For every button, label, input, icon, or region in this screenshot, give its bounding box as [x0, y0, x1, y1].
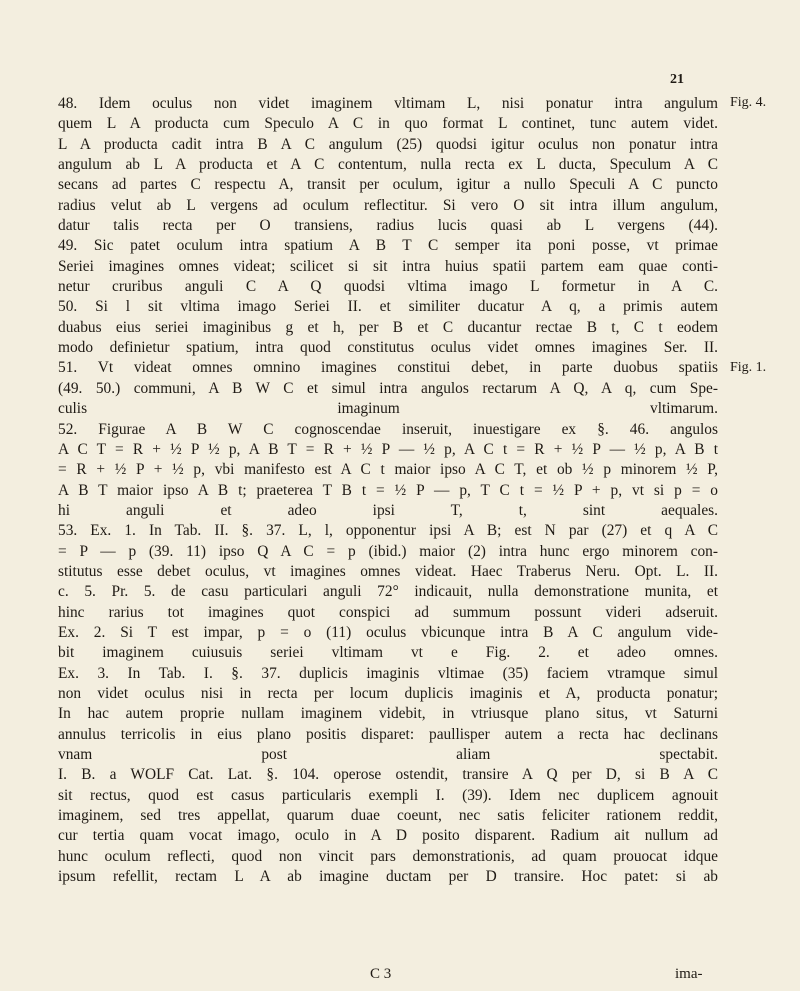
text-line: datur talis recta per O transiens, radius lucis quasi ab L vergens (44).	[58, 217, 718, 235]
text-line: 49. Sic patet oculum intra spatium A B T C semper ita poni posse, vt primae	[58, 237, 718, 255]
body-text	[58, 94, 718, 887]
text-line: hunc oculum reflecti, quod non vincit pars demonstrationis, ad quam prouocat idque	[58, 847, 718, 865]
text-line: secans ad partes C respectu A, transit per oculum, igitur a nullo Speculi A C puncto	[58, 176, 718, 194]
text-line: imaginem, sed tres appellat, quarum duae coeunt, nec satis feliciter rationem reddit,	[58, 807, 718, 825]
text-line: bit imaginem cuiusuis seriei vltimam vt e Fig. 2. et adeo omnes.	[58, 644, 718, 662]
text-line: 52. Figurae A B W C cognoscendae inseruit, inuestigare ex §. 46. angulos	[58, 420, 718, 438]
text-line: radius velut ab L vergens ad oculum reflectitur. Si vero O sit intra illum angulum,	[58, 196, 718, 214]
text-line: A C T = R + ½ P ½ p, A B T = R + ½ P — ½ p, A C t = R + ½ P — ½ p, A B t	[58, 440, 718, 458]
text-line: = P — p (39. 11) ipso Q A C = p (ibid.) maior (2) intra hunc ergo minorem con-	[58, 542, 718, 560]
text-line: L A producta cadit intra B A C angulum (25) quodsi igitur oculus non ponatur intra	[58, 135, 718, 153]
text-line: annulus terricolis in eius plano positis disparet: paullisper autem a recta hac declinans	[58, 725, 718, 743]
margin-note-fig4: Fig. 4.	[730, 95, 767, 110]
text-line: hi anguli et adeo ipsi T, t, sint aequales.	[58, 501, 718, 519]
text-line: quem L A producta cum Speculo A C in quo format L continet, tunc autem videt.	[58, 115, 718, 133]
text-line: sit rectus, quod est casus particularis exempli I. (39). Idem nec duplicem agnouit	[58, 786, 718, 804]
text-line: Seriei imagines omnes videat; scilicet si sit intra huius spatii partem eam quae conti-	[58, 257, 718, 275]
text-line: ipsum refellit, rectam L A ab imagine ductam per D transire. Hoc patet: si ab	[58, 868, 718, 886]
text-line: netur cruribus anguli C A Q quodsi vltima imago L formetur in A C.	[58, 278, 718, 296]
text-line: I. B. a WOLF Cat. Lat. §. 104. operose ostendit, transire A Q per D, si B A C	[58, 766, 718, 784]
text-line: angulum ab L A producta et A C contentum, nulla recta ex L ducta, Speculum A C	[58, 156, 718, 174]
signature-mark: C 3	[370, 966, 392, 982]
text-line: vnam post aliam spectabit.	[58, 746, 718, 763]
text-line: Ex. 3. In Tab. I. §. 37. duplicis imaginis vltimae (35) faciem vtramque simul	[58, 664, 718, 682]
text-line: cur tertia quam vocat imago, oculo in A D posito disparent. Radium ait nullum ad	[58, 827, 718, 845]
text-line: = R + ½ P + ½ p, vbi manifesto est A C t maior ipso A C T, et ob ½ p minorem ½ P,	[58, 461, 718, 479]
text-line: culis imaginum vltimarum.	[58, 400, 718, 418]
catchword: ima-	[675, 966, 703, 982]
text-line: 50. Si l sit vltima imago Seriei II. et similiter ducatur A q, a primis autem	[58, 298, 718, 316]
text-line: modo definietur spatium, intra quod constitutus oculus videt omnes imagines Ser. II.	[58, 339, 718, 357]
text-column	[58, 94, 718, 887]
text-line: stitutus esse debet oculus, vt imagines omnes videat. Haec Traberus Neru. Opt. L. II.	[58, 562, 718, 580]
text-line: duabus eius seriei imaginibus g et h, per B et C ducantur rectae B t, C t eodem	[58, 318, 718, 336]
text-line: 51. Vt videat omnes omnino imagines constitui debet, in parte duobus spatiis	[58, 359, 718, 377]
text-line: A B T maior ipso A B t; praeterea T B t = ½ P — p, T C t = ½ P + p, vt si p = o	[58, 481, 718, 499]
text-line: non videt oculus nisi in recta per locum duplicis imaginis et A, producta ponatur;	[58, 684, 718, 702]
text-line: c. 5. Pr. 5. de casu particulari anguli 72° indicauit, nulla demonstratione munita, et	[58, 583, 718, 601]
text-line: 53. Ex. 1. In Tab. II. §. 37. L, l, opponentur ipsi A B; est N par (27) et q A C	[58, 522, 718, 540]
text-line: hinc rarius tot imagines quot conspici ad summum possunt videri adseruit.	[58, 603, 718, 621]
margin-note-fig1: Fig. 1.	[730, 360, 767, 375]
page-number: 21	[670, 72, 684, 87]
text-line: In hac autem proprie nullam imaginem videbit, in vtriusque plano situs, vt Saturni	[58, 705, 718, 723]
text-line: (49. 50.) communi, A B W C et simul intra angulos rectarum A Q, A q, cum Spe-	[58, 379, 718, 397]
text-line: 48. Idem oculus non videt imaginem vltimam L, nisi ponatur intra angulum	[58, 95, 718, 112]
text-line: Ex. 2. Si T est impar, p = o (11) oculus vbicunque intra B A C angulum vide-	[58, 623, 718, 641]
